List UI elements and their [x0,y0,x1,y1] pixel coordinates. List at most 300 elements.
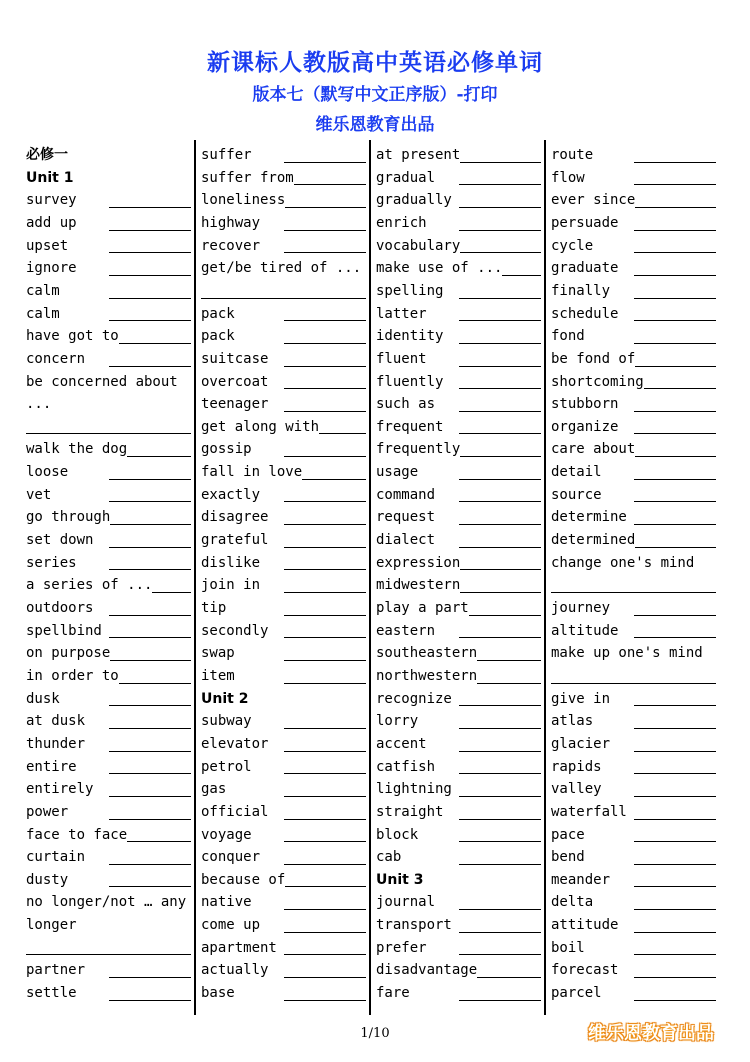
vocab-text: ... [26,396,52,413]
vocab-item [26,280,191,303]
vocab-item [26,303,191,326]
answer-blank [634,637,716,638]
vocab-item [376,846,541,869]
vocab-text: care about [551,441,636,458]
vocab-text: pace [551,826,585,843]
answer-blank [284,932,366,933]
vocab-text: at present [376,147,461,163]
vocab-text: block [376,826,419,843]
vocab-text: pack [201,305,235,322]
answer-blank [459,615,541,616]
answer-blank [459,909,541,910]
vocab-item [376,167,541,190]
vocab-text: apartment [201,939,277,956]
vocab-item [376,325,541,348]
vocab-item [201,710,366,733]
vocab-text: suffer [201,147,252,163]
vocab-item [26,688,191,711]
answer-blank [634,864,716,865]
answer-blank [634,366,716,367]
vocab-text: be concerned about [26,373,178,390]
vocab-item [376,438,541,461]
vocab-text: ever since [551,192,636,209]
answer-blank [109,615,191,616]
vocab-item [201,552,366,575]
section-heading-text: Unit 1 [26,169,74,186]
vocab-item [201,937,366,960]
vocab-text: pack [201,328,235,345]
vocab-item [551,891,716,914]
answer-blank [459,388,541,389]
vocab-text: dusk [26,690,60,707]
vocab-item [26,801,191,824]
vocab-item [201,325,366,348]
vocab-text: teenager [201,396,269,413]
vocab-item [551,393,716,416]
vocab-item [201,484,366,507]
vocab-text: accent [376,735,427,752]
word-grid [20,140,725,1015]
vocab-item [26,914,191,937]
vocab-item [201,869,366,892]
vocab-item [376,620,541,643]
vocab-item [201,665,366,688]
vocab-text: ignore [26,260,77,277]
vocab-item [376,506,541,529]
vocab-text: outdoors [26,600,94,616]
vocab-item [201,529,366,552]
answer-blank [109,524,191,525]
vocab-text: disadvantage [376,962,478,979]
vocab-item [201,914,366,937]
vocab-text: in order to [26,667,119,684]
answer-blank [284,320,366,321]
answer-blank [459,932,541,933]
answer-blank [634,1000,716,1001]
vocab-item [376,710,541,733]
vocab-item [376,371,541,394]
vocab-item [201,982,366,1005]
answer-blank [284,501,366,502]
answer-blank [634,909,716,910]
vocab-item [551,416,716,439]
answer-blank [551,592,716,593]
vocab-text: play a part [376,600,469,616]
vocab-text: enrich [376,214,427,231]
vocab-text: exactly [201,486,261,503]
answer-blank [459,954,541,955]
answer-blank [459,592,541,593]
vocab-item [376,959,541,982]
vocab-text: base [201,985,235,1002]
vocab-text: graduate [551,260,619,277]
vocab-text: southeastern [376,645,478,662]
vocab-text: expression [376,554,461,571]
answer-blank [284,909,366,910]
vocab-text: journey [551,600,611,616]
vocab-text: go through [26,509,111,526]
vocab-item [376,733,541,756]
vocab-text: prefer [376,939,427,956]
vocab-text: actually [201,962,269,979]
vocab-text: survey [26,192,77,209]
vocab-text: elevator [201,735,269,752]
answer-line-row [26,416,191,439]
vocab-item [26,574,191,597]
vocab-item [26,710,191,733]
answer-blank [459,366,541,367]
vocab-item [551,642,716,665]
answer-blank [201,298,366,299]
vocab-text: walk the dog [26,441,128,458]
vocab-text: parcel [551,985,602,1002]
vocab-item [551,303,716,326]
vocab-item [376,891,541,914]
answer-blank [634,388,716,389]
vocab-text: longer [26,917,77,934]
vocab-item [376,778,541,801]
vocab-item [26,393,191,416]
vocab-text: overcoat [201,373,269,390]
vocab-item [551,597,716,620]
vocab-text: dislike [201,554,261,571]
answer-blank [284,162,366,163]
answer-line-row [26,937,191,960]
answer-blank [634,479,716,480]
vocab-text: forecast [551,962,619,979]
answer-blank [109,320,191,321]
vocab-item [26,959,191,982]
answer-line-row [551,574,716,597]
answer-blank [459,343,541,344]
vocab-item [201,393,366,416]
answer-blank [459,841,541,842]
vocab-text: northwestern [376,667,478,684]
vocab-item [26,552,191,575]
vocab-text: native [201,894,252,911]
answer-blank [109,547,191,548]
vocab-text: determined [551,532,636,549]
answer-blank [284,615,366,616]
vocab-text: cab [376,849,402,866]
vocab-text: finally [551,282,611,299]
answer-blank [109,728,191,729]
page-number: 1/10 [360,1026,390,1041]
vocab-text: persuade [551,214,619,231]
vocab-text: glacier [551,735,611,752]
answer-blank [459,456,541,457]
vocab-text: dusty [26,871,69,888]
vocab-text: petrol [201,758,252,775]
vocab-text: delta [551,894,594,911]
vocab-item [376,144,541,167]
answer-blank [634,275,716,276]
vocab-item [551,620,716,643]
vocab-text: journal [376,894,436,911]
vocab-text: grateful [201,532,269,549]
vocab-text: settle [26,985,77,1002]
answer-blank [634,705,716,706]
vocab-item [26,235,191,258]
vocab-item [26,846,191,869]
vocab-text: dialect [376,532,436,549]
vocab-item [376,348,541,371]
word-column-2 [195,140,367,1015]
vocab-text: be fond of [551,350,636,367]
answer-blank [459,411,541,412]
vocab-item [376,597,541,620]
answer-blank [634,751,716,752]
vocab-text: highway [201,214,261,231]
answer-blank [109,343,191,344]
vocab-text: set down [26,532,94,549]
section-heading [26,144,191,167]
vocab-text: give in [551,690,611,707]
answer-blank [284,728,366,729]
answer-blank [109,705,191,706]
answer-blank [109,230,191,231]
answer-blank [459,479,541,480]
vocab-item [201,620,366,643]
answer-blank [634,954,716,955]
vocab-item [376,552,541,575]
section-heading-text: 必修一 [26,147,68,163]
word-column-4 [545,140,717,1015]
vocab-text: secondly [201,622,269,639]
vocab-text: because of [201,871,286,888]
section-heading [376,869,541,892]
answer-blank [284,683,366,684]
answer-blank [109,366,191,367]
vocab-text: eastern [376,622,436,639]
vocab-item [26,461,191,484]
vocab-item [551,937,716,960]
vocab-text: at dusk [26,713,86,730]
answer-blank [26,954,191,955]
vocab-text: partner [26,962,86,979]
vocab-item [376,642,541,665]
answer-blank [284,252,366,253]
vocab-item [376,529,541,552]
vocab-text: official [201,803,269,820]
answer-blank [109,298,191,299]
answer-blank [634,456,716,457]
answer-blank [284,184,366,185]
vocab-item [26,891,191,914]
vocab-item [201,461,366,484]
vocab-text: entire [26,758,77,775]
vocab-item [201,167,366,190]
vocab-item [551,280,716,303]
vocab-item [376,937,541,960]
vocab-item [376,665,541,688]
answer-blank [634,524,716,525]
vocab-text: organize [551,418,619,435]
vocab-text: schedule [551,305,619,322]
answer-blank [459,637,541,638]
vocab-text: upset [26,237,69,254]
vocab-item [376,824,541,847]
answer-blank [634,728,716,729]
vocab-text: spelling [376,282,444,299]
answer-blank [634,773,716,774]
vocab-item [551,869,716,892]
answer-blank [634,501,716,502]
vocab-item [551,348,716,371]
vocab-text: suffer from [201,169,294,186]
vocab-text: series [26,554,77,571]
answer-blank [634,886,716,887]
vocab-text: request [376,509,436,526]
answer-blank [634,343,716,344]
vocab-item [201,891,366,914]
vocab-item [551,484,716,507]
vocab-text: voyage [201,826,252,843]
vocab-text: gas [201,781,227,798]
vocab-item [26,325,191,348]
answer-blank [459,796,541,797]
vocab-text: gossip [201,441,252,458]
vocab-item [551,688,716,711]
vocab-text: flow [551,169,585,186]
vocab-item [201,212,366,235]
watermark-logo: 维乐恩教育出品 [588,1023,714,1044]
vocab-text: thunder [26,735,86,752]
vocab-text: source [551,486,602,503]
answer-blank [634,162,716,163]
answer-blank [109,637,191,638]
answer-blank [284,751,366,752]
vocab-text: altitude [551,622,619,639]
vocab-text: midwestern [376,577,461,594]
vocab-item [551,144,716,167]
vocab-item [26,189,191,212]
vocab-item [26,529,191,552]
vocab-item [376,461,541,484]
vocab-item [376,574,541,597]
answer-blank [284,1000,366,1001]
answer-blank [634,230,716,231]
vocab-text: route [551,147,594,163]
section-heading [26,167,191,190]
vocab-item [376,303,541,326]
answer-blank [284,592,366,593]
vocab-text: attitude [551,917,619,934]
vocab-item [376,484,541,507]
vocab-item [26,778,191,801]
answer-blank [284,411,366,412]
word-column-1 [20,140,192,1015]
vocab-item [551,552,716,575]
answer-blank [109,660,191,661]
vocab-item [201,416,366,439]
vocab-text: straight [376,803,444,820]
vocab-item [26,257,191,280]
vocab-text: change one's mind [551,554,695,571]
vocab-text: usage [376,464,419,481]
answer-blank [109,1000,191,1001]
section-heading [201,688,366,711]
vocab-text: fluent [376,350,427,367]
vocab-text: waterfall [551,803,627,820]
vocab-text: meander [551,871,611,888]
vocab-text: spellbind [26,622,102,639]
vocab-item [551,461,716,484]
vocab-text: fond [551,328,585,345]
answer-blank [109,569,191,570]
vocab-text: concern [26,350,86,367]
answer-blank [284,230,366,231]
answer-blank [109,819,191,820]
answer-blank [459,162,541,163]
answer-blank [284,773,366,774]
page-subtitle: 版本七（默写中文正序版）-打印 [252,85,498,105]
answer-blank [109,751,191,752]
answer-blank [459,728,541,729]
vocab-item [201,574,366,597]
answer-blank [459,298,541,299]
answer-blank [634,433,716,434]
vocab-text: identity [376,328,444,345]
answer-blank [634,615,716,616]
vocab-item [376,914,541,937]
vocab-text: a series of ... [26,577,153,594]
vocab-item [551,438,716,461]
word-column-3 [370,140,542,1015]
vocab-text: get along with [201,418,320,435]
answer-blank [284,796,366,797]
vocab-item [26,642,191,665]
vocab-text: entirely [26,781,94,798]
answer-blank [634,411,716,412]
vocab-text: shortcoming [551,373,644,390]
answer-blank [634,207,716,208]
answer-blank [459,320,541,321]
answer-blank [459,773,541,774]
answer-blank [459,184,541,185]
vocab-text: fluently [376,373,444,390]
vocab-item [551,846,716,869]
answer-blank [109,275,191,276]
vocab-text: detail [551,464,602,481]
vocab-item [26,212,191,235]
answer-blank [634,841,716,842]
vocab-item [201,733,366,756]
vocab-item [201,778,366,801]
vocab-item [551,914,716,937]
answer-blank [284,207,366,208]
answer-blank [284,637,366,638]
vocab-text: add up [26,214,77,231]
vocab-item [26,438,191,461]
answer-blank [459,819,541,820]
vocab-item [376,982,541,1005]
vocab-text: join in [201,577,261,594]
vocab-text: loose [26,464,69,481]
vocab-text: disagree [201,509,269,526]
vocab-item [26,506,191,529]
vocab-text: make use of ... [376,260,503,277]
answer-blank [634,819,716,820]
vocab-item [26,869,191,892]
vocab-item [201,756,366,779]
vocab-text: power [26,803,69,820]
answer-blank [459,433,541,434]
answer-blank [109,796,191,797]
vocab-item [551,778,716,801]
answer-blank [284,660,366,661]
vocab-item [551,257,716,280]
